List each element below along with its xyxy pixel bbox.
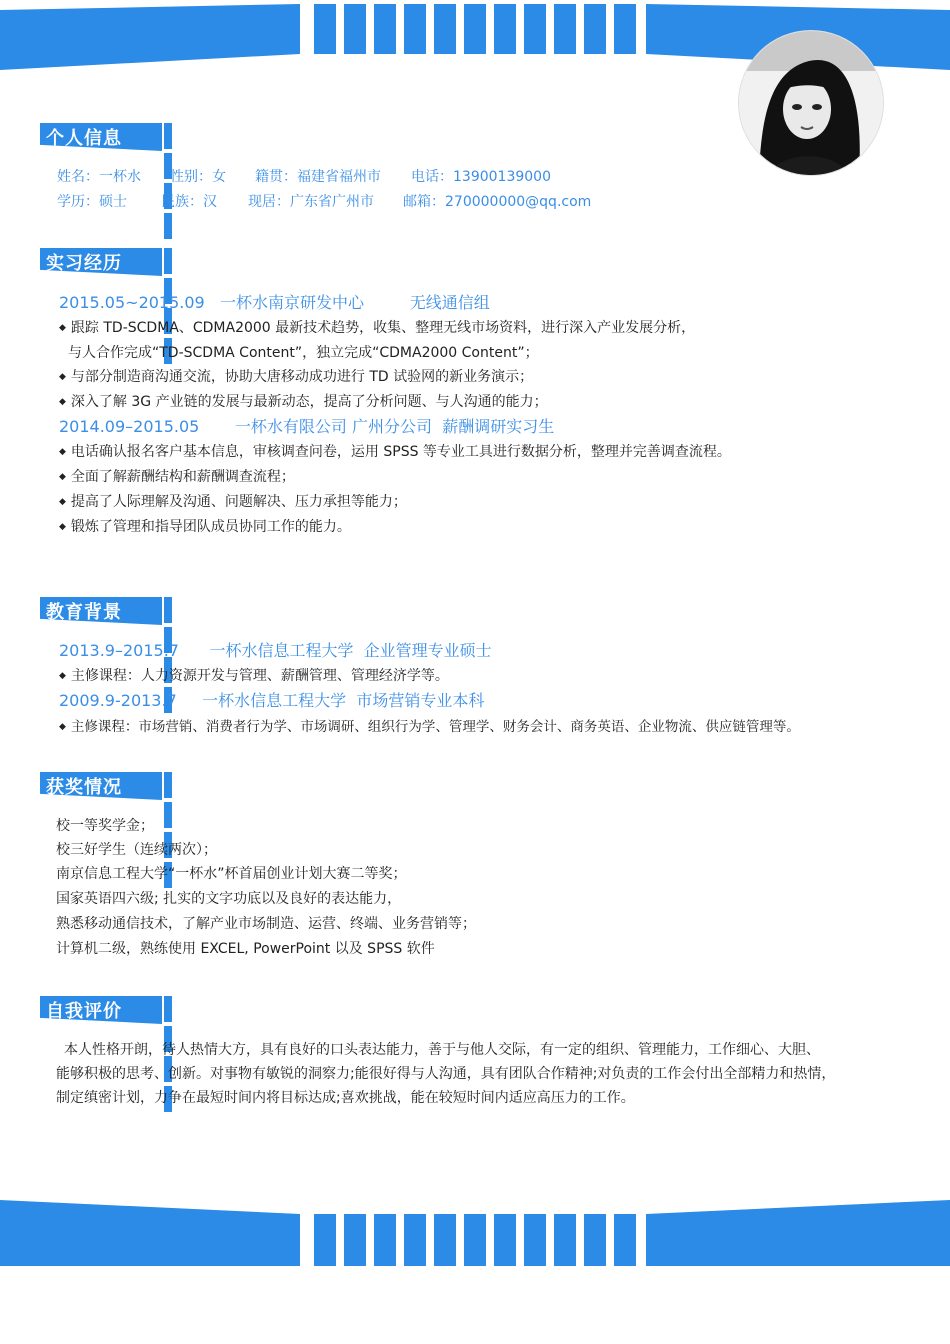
info-degree: 学历：硕士 <box>57 194 127 210</box>
info-phone: 电话：13900139000 <box>411 169 551 185</box>
award-item: 国家英语四六级; 扎实的文字功底以及良好的表达能力， <box>56 891 402 907</box>
job2-item-2: ◆ 全面了解薪酬结构和薪酬调查流程； <box>59 466 295 486</box>
profile-photo <box>739 31 883 175</box>
info-name: 姓名：一杯水 <box>57 169 141 185</box>
job1-item-2: ◆ 与部分制造商沟通交流，协助大唐移动成功进行 TD 试验网的新业务演示； <box>59 366 533 386</box>
self-eval-line-2: 能够积极的思考、创新。对事物有敏锐的洞察力;能很好得与人沟通，具有团队合作精神;对负责的工作会付出全部精力和热情， <box>56 1066 836 1082</box>
award-item: 校三好学生（连续两次）； <box>56 842 217 858</box>
job-heading-1: 2015.05~2015.09 一杯水南京研发中心 无线通信组 <box>59 293 490 312</box>
edu2-item: ◆ 主修课程：市场营销、消费者行为学、市场调研、组织行为学、管理学、财务会计、商务英语、企业物流、供应链管理等。 <box>59 715 800 735</box>
section-title: 自我评价 <box>46 1001 122 1022</box>
job2-item-4: ◆ 锻炼了管理和指导团队成员协同工作的能力。 <box>59 516 351 536</box>
job1-item-1: ◆ 跟踪 TD-SCDMA、CDMA2000 最新技术趋势，收集、整理无线市场资料，进行深入产业发展分析， <box>59 317 695 337</box>
info-gender: 性别：女 <box>170 169 226 185</box>
edu-heading-2: 2009.9-2013.7 一杯水信息工程大学 市场营销专业本科 <box>59 691 485 710</box>
section-title: 实习经历 <box>46 253 122 274</box>
job1-item-3: ◆ 深入了解 3G 产业链的发展与最新动态，提高了分析问题、与人沟通的能力； <box>59 391 548 411</box>
section-title: 个人信息 <box>46 128 122 149</box>
award-item: 南京信息工程大学“一杯水”杯首届创业计划大赛二等奖； <box>56 866 407 882</box>
award-item: 熟悉移动通信技术，了解产业市场制造、运营、终端、业务营销等； <box>56 916 476 932</box>
award-item: 计算机二级，熟练使用 EXCEL, PowerPoint 以及 SPSS 软件 <box>56 941 435 957</box>
info-email: 邮箱：270000000@qq.com <box>403 194 592 210</box>
award-item: 校一等奖学金； <box>56 818 154 834</box>
section-title: 教育背景 <box>46 602 122 623</box>
edu1-item: ◆ 主修课程：人力资源开发与管理、薪酬管理、管理经济学等。 <box>59 665 449 685</box>
section-title: 获奖情况 <box>46 777 122 798</box>
info-origin: 籍贯：福建省福州市 <box>255 169 381 185</box>
job-heading-2: 2014.09–2015.05 一杯水有限公司 广州分公司 薪酬调研实习生 <box>59 417 555 436</box>
self-eval-line-3: 制定缜密计划，力争在最短时间内将目标达成;喜欢挑战，能在较短时间内适应高压力的工作。 <box>56 1090 635 1106</box>
edu-heading-1: 2013.9–2015.7 一杯水信息工程大学 企业管理专业硕士 <box>59 641 492 660</box>
job2-item-3: ◆ 提高了人际理解及沟通、问题解决、压力承担等能力； <box>59 491 407 511</box>
bottom-banner <box>0 1198 950 1270</box>
info-residence: 现居：广东省广州市 <box>248 194 374 210</box>
job1-item-1-cont: 与人合作完成“TD-SCDMA Content”，独立完成“CDMA2000 Content”； <box>68 345 539 361</box>
info-ethnicity: 民族：汉 <box>161 194 217 210</box>
self-eval-line-1: 本人性格开朗，待人热情大方，具有良好的口头表达能力，善于与他人交际，有一定的组织、管理能力，工作细心、大胆、 <box>64 1042 820 1058</box>
job2-item-1: ◆ 电话确认报名客户基本信息，审核调查问卷，运用 SPSS 等专业工具进行数据分析，整理并完善调查流程。 <box>59 441 731 461</box>
